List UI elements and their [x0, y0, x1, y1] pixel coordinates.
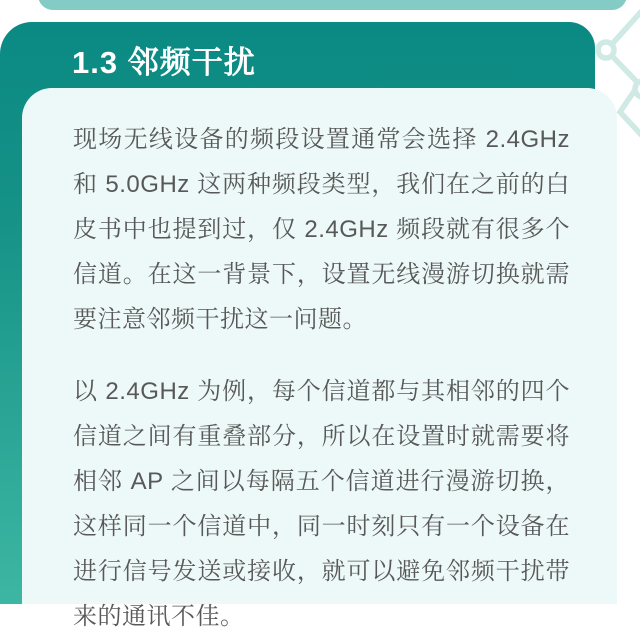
section-title: 1.3 邻频干扰 — [72, 45, 256, 80]
section-body-card — [22, 88, 617, 630]
paragraph-channel-overlap: 以 2.4GHz 为例，每个信道都与其相邻的四个信道之间有重叠部分，所以在设置时就需要将相邻 AP 之间以每隔五个信道进行漫游切换，这样同一个信道中，同一时刻只有一个设备在进行信号发送或接收，就可以避免邻频干扰带来的通讯不佳。 — [73, 378, 570, 630]
previous-card-bottom-edge — [38, 0, 627, 10]
paragraph-frequency-bands: 现场无线设备的频段设置通常会选择 2.4GHz 和 5.0GHz 这两种频段类型，我们在之前的白皮书中也提到过，仅 2.4GHz 频段就有很多个信道。在这一背景下，设置无线漫游切换就需要注意邻频干扰这一问题。 — [73, 126, 570, 333]
